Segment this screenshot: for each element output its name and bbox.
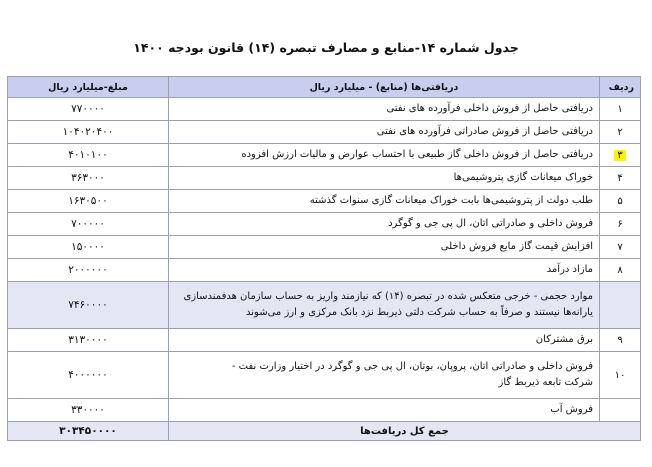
description-line: دریافتی حاصل از فروش صادراتی فرآورده‌ های نفتی xyxy=(376,126,593,137)
row-description xyxy=(169,399,600,422)
table-row xyxy=(8,259,641,282)
description-line: افزایش قیمت گاز مایع فروش داخلی xyxy=(440,241,593,252)
row-amount: ۴۰۱۰۱۰۰ xyxy=(8,144,169,167)
table-row xyxy=(8,167,641,190)
row-number xyxy=(600,282,641,329)
description-line: دریافتی حاصل از فروش داخلی فرآورده‌ های نفتی xyxy=(386,103,593,114)
description-line: فروش داخلی و صادراتی اتان، ال پی جی و گوگرد xyxy=(388,218,593,229)
row-amount: ۱۰۴۰۲۰۴۰۰ xyxy=(8,121,169,144)
description-line: خوراک میعانات گازی پتروشیمی‌ها xyxy=(453,172,593,183)
row-number: ۲ xyxy=(600,121,641,144)
header-row xyxy=(8,77,641,98)
row-amount: ۱۵۰۰۰۰ xyxy=(8,236,169,259)
row-number: ۵ xyxy=(600,190,641,213)
row-number: ۱۰ xyxy=(600,352,641,399)
row-amount: ۷۰۰۰۰۰ xyxy=(8,213,169,236)
total-label: جمع کل دریافت‌ها xyxy=(169,422,641,441)
table-row xyxy=(8,190,641,213)
table-row xyxy=(8,213,641,236)
total-amount: ۳۰۳۴۵۰۰۰۰ xyxy=(8,422,169,441)
row-description xyxy=(169,282,600,329)
description-line: طلب دولت از پتروشیمی‌ها بابت خوراک میعانات گازی سنوات گذشته xyxy=(309,195,593,206)
table-row xyxy=(8,352,641,399)
row-description xyxy=(169,259,600,282)
row-number: ۶ xyxy=(600,213,641,236)
total-row xyxy=(8,422,641,441)
row-amount: ۴۰۰۰۰۰۰ xyxy=(8,352,169,399)
row-description xyxy=(169,236,600,259)
description-line: یارانه‌ها نیستند و صرفاً به حساب شرکت دلتی ذیربط نزد بانک مرکزی و ارز می‌شوند xyxy=(246,307,593,318)
row-description xyxy=(169,190,600,213)
description-line: موارد حجمی - خرجی متعکس شده در تبصره (۱۴) که نیازمند واریز به حساب سازمان هدفمندسازی xyxy=(183,291,593,302)
row-number: ۴ xyxy=(600,167,641,190)
row-number: ۱ xyxy=(600,98,641,121)
row-amount: ۷۷۰۰۰۰ xyxy=(8,98,169,121)
row-amount: ۷۴۶۰۰۰۰ xyxy=(8,282,169,329)
row-description xyxy=(169,144,600,167)
table-row xyxy=(8,144,641,167)
row-number: ۸ xyxy=(600,259,641,282)
description-line: مازاد درآمد xyxy=(546,264,593,275)
row-amount: ۲۰۰۰۰۰۰ xyxy=(8,259,169,282)
description-line: برق مشترکان xyxy=(535,334,593,345)
row-amount: ۳۶۳۰۰۰ xyxy=(8,167,169,190)
table-row xyxy=(8,121,641,144)
row-description xyxy=(169,213,600,236)
row-description xyxy=(169,167,600,190)
row-description xyxy=(169,352,600,399)
description-line: فروش آب xyxy=(550,404,593,415)
row-description xyxy=(169,98,600,121)
row-number: ۹ xyxy=(600,329,641,352)
description-line: دریافتی حاصل از فروش داخلی گاز طبیعی با احتساب عوارض و مالیات ارزش افزوده xyxy=(241,149,593,160)
row-amount: ۳۳۰۰۰۰ xyxy=(8,399,169,422)
budget-table xyxy=(7,76,641,441)
row-number: ۷ xyxy=(600,236,641,259)
header-description: دریافتی‌ها (منابع) - میلیارد ریال xyxy=(169,77,600,98)
header-amount: مبلغ-میلیارد ریال xyxy=(8,77,169,98)
table-row xyxy=(8,282,641,329)
row-number xyxy=(600,399,641,422)
row-amount: ۱۶۳۰۵۰۰ xyxy=(8,190,169,213)
highlight-mark: ۳ xyxy=(614,150,625,161)
table-body xyxy=(8,98,641,441)
table-row xyxy=(8,329,641,352)
row-amount: ۳۱۳۰۰۰۰ xyxy=(8,329,169,352)
table-row xyxy=(8,399,641,422)
description-line: شرکت تابعه ذیربط گاز xyxy=(498,377,593,388)
row-description xyxy=(169,121,600,144)
table-row xyxy=(8,236,641,259)
row-number xyxy=(600,144,641,167)
description-line: فروش داخلی و صادراتی اتان، پروپان، بوتان، ال پی جی و گوگرد در اختیار وزارت نفت - xyxy=(231,361,593,372)
header-row-number: ردیف xyxy=(600,77,641,98)
table-title: جدول شماره ۱۴-منابع و مصارف تبصره (۱۴) قانون بودجه ۱۴۰۰ xyxy=(133,40,519,55)
table-row xyxy=(8,98,641,121)
row-description xyxy=(169,329,600,352)
